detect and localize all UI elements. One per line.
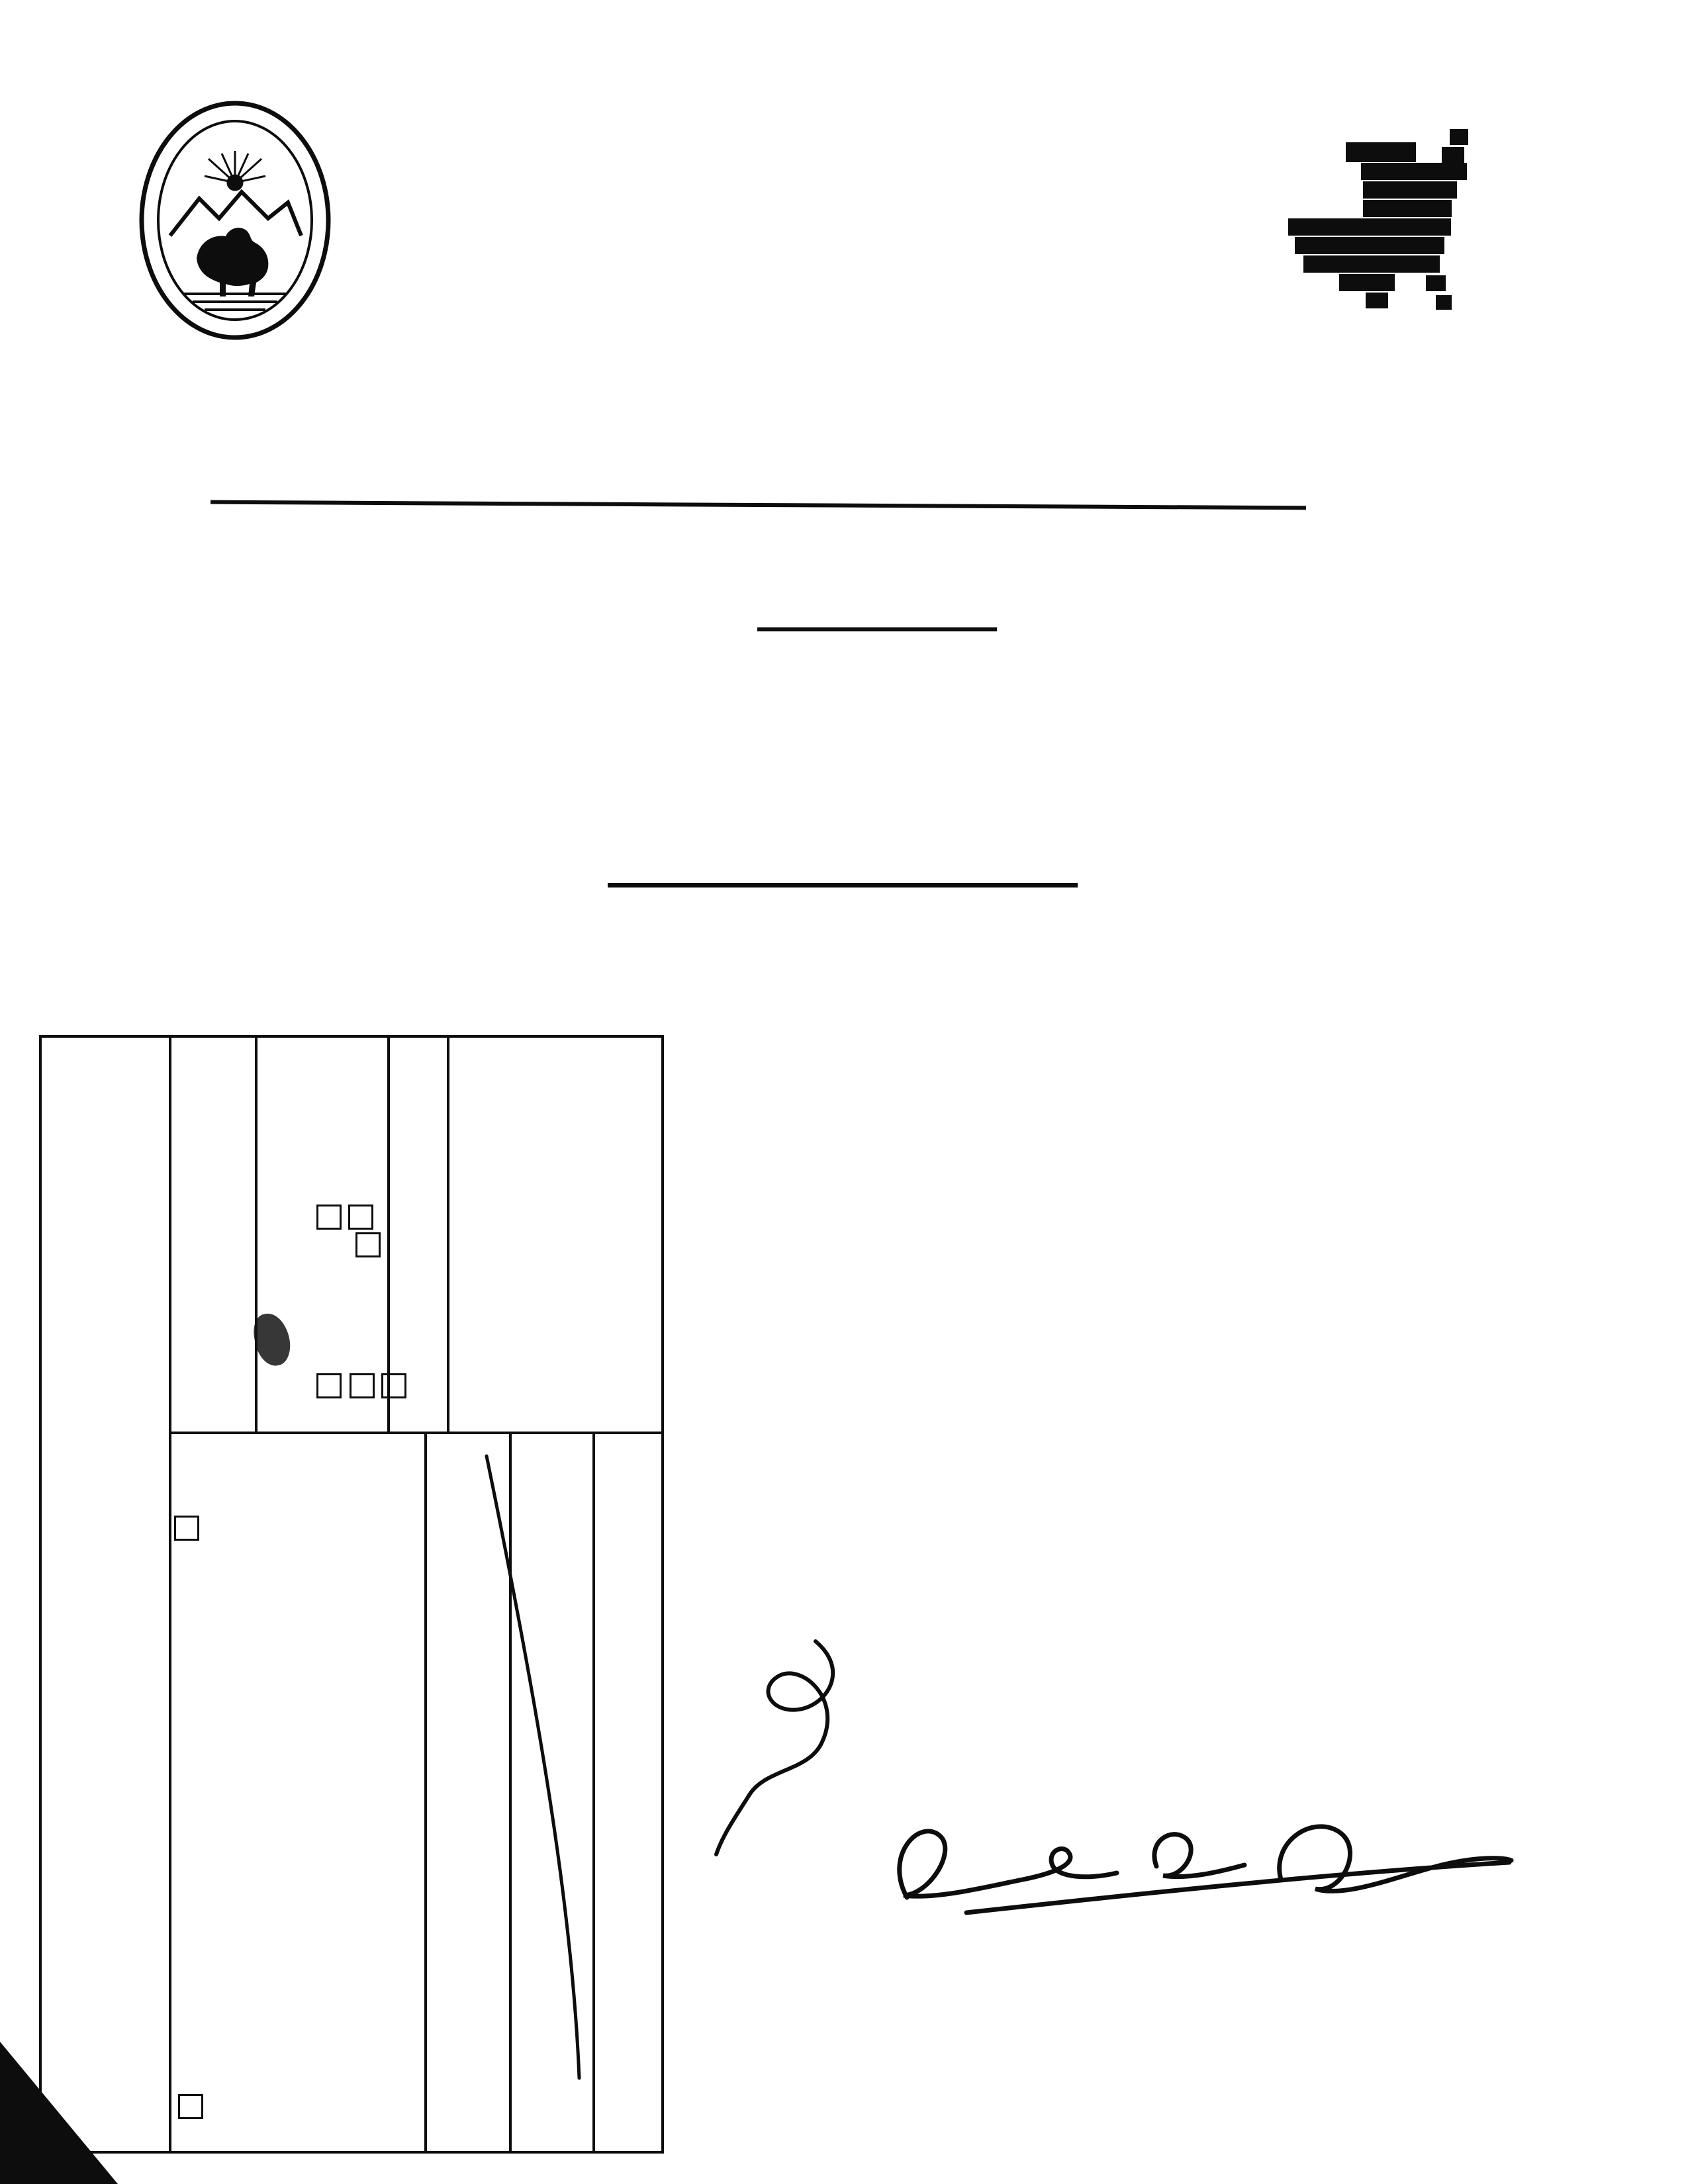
doi-seal: [136, 98, 334, 343]
champ-vaughan-signature-script: [857, 1795, 1526, 1944]
decision-underline: [757, 627, 997, 631]
checkbox-return-receipt-merchandise: [355, 1232, 381, 1257]
label-return-receipt-merchandise: [355, 1068, 381, 1227]
checkbox-restricted-delivery: [174, 1516, 199, 1541]
form-line-instructions: [169, 1038, 171, 2154]
domestic-return-receipt-form: [36, 1032, 731, 2158]
form-line-r3: [447, 1038, 449, 1434]
section6-pen-stroke: [460, 1449, 659, 2085]
seal-sun-icon: [205, 151, 265, 191]
form-item1: [140, 2094, 223, 2147]
certified-underline: [211, 500, 1306, 510]
agent-signature-squiggle: [710, 1629, 902, 1861]
take-pride-america-logo: [1283, 126, 1481, 318]
checkbox-show-to-whom-delivered: [178, 2094, 203, 2119]
subject-underline: [608, 883, 1078, 887]
checkbox-express-mail: [381, 1373, 406, 1398]
form-item2: [136, 1516, 219, 1569]
form-line-columns: [169, 1432, 661, 1434]
form-line-s5: [424, 1432, 427, 2154]
form-line-r1: [255, 1038, 258, 1434]
section8-label: [453, 1398, 515, 1426]
seal-bison-icon: [197, 228, 268, 296]
body-p2-line5-fragment: [726, 1289, 789, 1381]
service-option-return-receipt: [355, 1068, 381, 1257]
